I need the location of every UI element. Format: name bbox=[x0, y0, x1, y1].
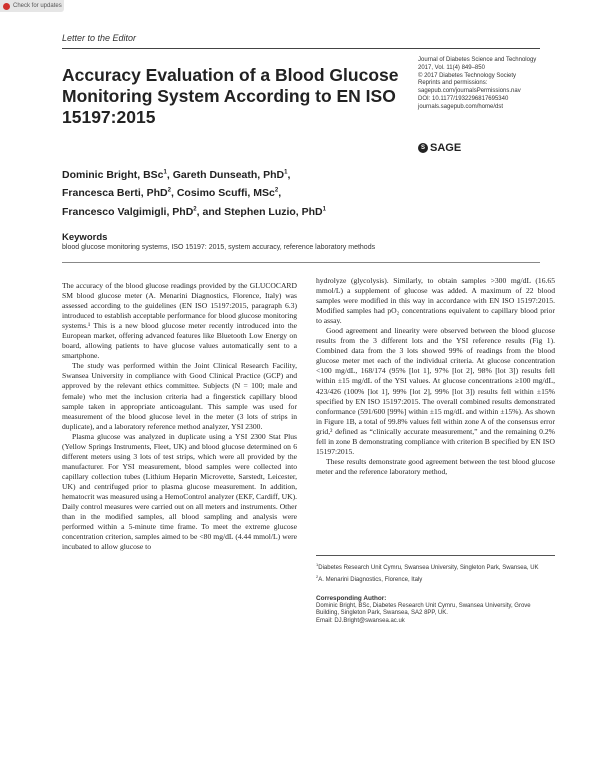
journal-line[interactable]: journals.sagepub.com/home/dst bbox=[418, 103, 504, 110]
journal-line: © 2017 Diabetes Technology Society bbox=[418, 72, 517, 79]
journal-line: Journal of Diabetes Science and Technology bbox=[418, 57, 537, 63]
footnote: $^1$Diabetes Research Unit Cymru, Swansea University, Singleton Park, Swansea, UK bbox=[316, 562, 539, 571]
paragraph: Plasma glucose was analyzed in duplicate using a YSI 2300 Stat Plus (Yellow Springs Instruments, Fleet, UK) and blood glucose determined on 6 different meters using 3 lots of test strips, which were all provided by the manufacturer. For YSI measurement, blood samples were collected into capillary collection tubes (Lithium Heparin Microvette, Sarstedt, Leicester, UK) and centrifuged prior to plasma glucose measurement. In addition, hematocrit was measured using a HemoControl analyzer (EKF, Cardiff, UK). Daily control measures were carried out on all meters and instruments. Other than in the modified samples, all blood sampling and analysis were performed within a 5-minute time frame. To meet the extreme glucose concentration criterion, samples aimed to be <80 mg/dL (4.44 mmol/L) were incubated to allow glucose to bbox=[62, 431, 298, 552]
article-title: Accuracy Evaluation of a Blood Glucose Monitoring System According to EN ISO 15197:2015 bbox=[62, 65, 399, 127]
author: Gareth Dunseath, PhD$^1$, bbox=[172, 168, 291, 181]
section-label: Letter to the Editor bbox=[62, 33, 137, 43]
publisher-logo bbox=[418, 142, 461, 154]
body-left-column bbox=[62, 281, 297, 552]
journal-line[interactable]: DOI: 10.1177/1932296817695340 bbox=[418, 95, 509, 102]
check-for-updates-badge[interactable] bbox=[0, 0, 64, 12]
header-divider bbox=[62, 48, 540, 49]
author: Stephen Luzio, PhD$^1$ bbox=[224, 205, 326, 218]
author: Dominic Bright, BSc$^1$, bbox=[62, 168, 173, 181]
paragraph: Good agreement and linearity were observed between the blood glucose results from the 3 different lots and the YSI reference results (Fig 1). Combined data from the 3 lots showed 99% of readings from the blood glucose meter met each of the individual criteria. At glucose concentration <100 mg/dL, 168/174 (95% [lot 1], 97% [lot 2], 98% [lot 3]) results fell within ±15 mg/dL of the YSI values. At glucose concentrations ≥100 mg/dL, 423/426 (100% [lot 1], 99% [lot 2], 99% [lot 3]) results fell within ±15% specified by EN ISO 15197:2015. The overall combined results demonstrated conformance (591/600 [99%] within ±15 mg/dL and within ±15%). As shown in Figure 1B, a total of 99.8% values fell within zone A of the consensus error grid,² defined as “clinically accurate measurement,” and the remaining 0.2% fell in zone B demonstrating compliance with criterion B specified by EN ISO 15197:2015. bbox=[316, 326, 555, 456]
footnote: $^2$A. Menarini Diagnostics, Florence, Italy bbox=[316, 573, 423, 583]
body-right-column bbox=[316, 276, 555, 477]
keywords-divider bbox=[62, 262, 540, 263]
journal-line[interactable]: sagepub.com/journalsPermissions.nav bbox=[418, 88, 521, 95]
journal-line: 2017, Vol. 11(4) 849–850 bbox=[418, 64, 485, 71]
publisher-name: SAGE bbox=[430, 142, 462, 154]
author: Francesca Berti, PhD$^2$, bbox=[62, 187, 177, 199]
corresponding-author bbox=[316, 595, 555, 625]
corresponding-email[interactable]: Email: DJ.Bright@swansea.ac.uk bbox=[316, 617, 405, 624]
journal-line: Reprints and permissions: bbox=[418, 80, 488, 87]
journal-info bbox=[418, 57, 548, 112]
paragraph: The accuracy of the blood glucose readings provided by the GLUCOCARD SM blood glucose meter (A. Menarini Diagnostics, Florence, Italy) was assessed according to the guidelines (EN ISO 15197:2015, paragraph 6.3) introduced to establish acceptable performance for blood glucose monitoring systems.¹ This is a new blood glucose meter recently introduced into the European market, offering advanced features like Bluetooth Low Energy on board, allowing patients to have glucose values automatically sent to a smartphone. bbox=[62, 281, 297, 361]
sage-logo-icon: S bbox=[418, 143, 428, 153]
author: Francesco Valgimigli, PhD$^2$, and bbox=[62, 205, 225, 218]
update-icon bbox=[3, 3, 10, 10]
author: Cosimo Scuffi, MSc$^2$, bbox=[176, 187, 282, 199]
keywords-text: blood glucose monitoring systems, ISO 15197: 2015, system accuracy, reference laboratory methods bbox=[62, 244, 376, 251]
footnote-divider bbox=[316, 555, 555, 556]
paragraph: The study was performed within the Joint Clinical Research Facility, Swansea University in compliance with Good Clinical Practice (GCP) and approved by the relevant ethics committee. Subjects (N = 100; male and female) who met the inclusion criteria had a fingerstick capillary blood sample taken in appropriate anticoagulant. This sample was used for measurement of the blood glucose level in the meter (3 lots of strips in duplicate), and a laboratory reference method analyzer, YSI 2300. bbox=[62, 361, 297, 431]
corresponding-address: Dominic Bright, BSc, Diabetes Research Unit Cymru, Swansea University, Grove Building, Singleton Park, Swansea, SA2 8PP, UK. bbox=[316, 602, 531, 617]
paragraph: hydrolyze (glycolysis). Similarly, to obtain samples >300 mg/dL (16.65 mmol/L) a supplement of glucose was added. A maximum of 22 blood samples were modified in this way in accordance with EN ISO 15197:2015. Modified samples had pO₂ concentrations equivalent to capillary blood prior to assay. bbox=[316, 276, 555, 326]
corresponding-heading: Corresponding Author: bbox=[316, 595, 387, 602]
author-list bbox=[62, 164, 422, 220]
affiliation-footnotes bbox=[316, 561, 555, 584]
keywords-heading: Keywords bbox=[62, 232, 108, 243]
badge-label: Check for updates bbox=[13, 3, 62, 9]
paragraph: These results demonstrate good agreement between the test blood glucose meter and the reference laboratory method, bbox=[316, 456, 555, 476]
